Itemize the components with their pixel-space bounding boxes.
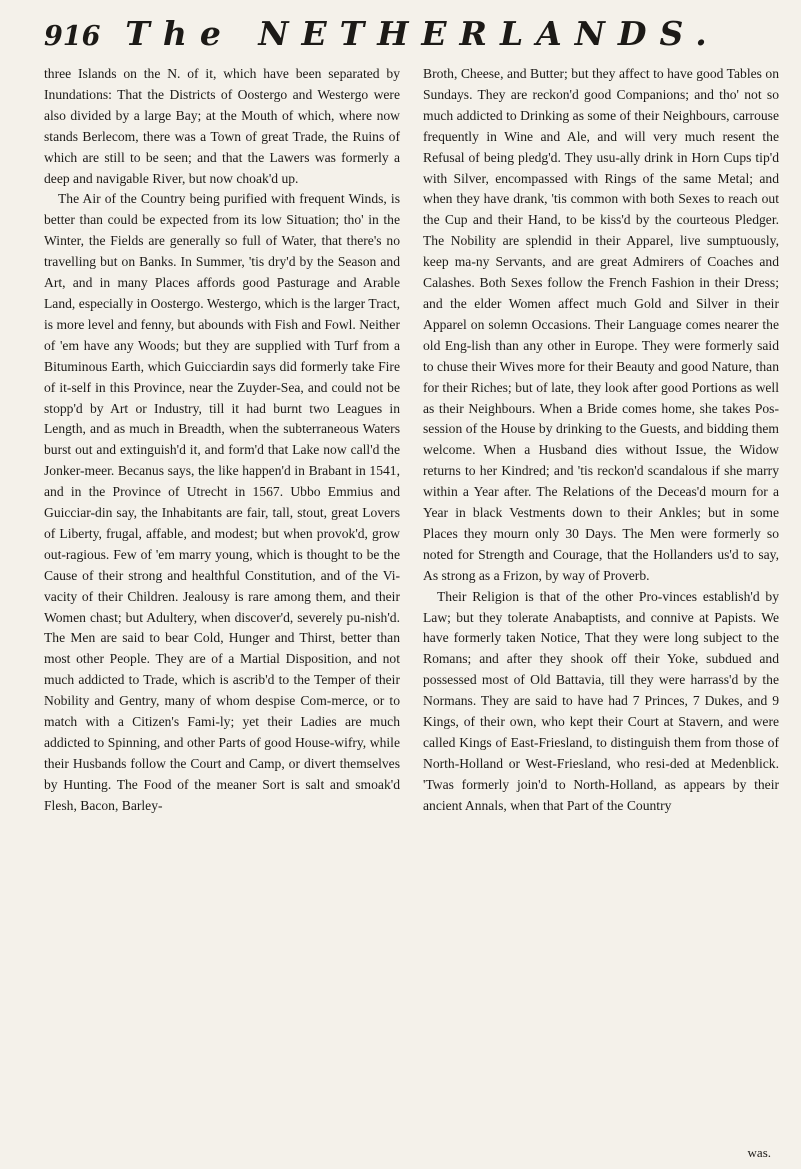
- left-column: [44, 64, 400, 817]
- right-paragraph-1: Broth, Cheese, and Butter; but they affect to have good Tables on Sundays. They are reckon'd good Companions; and tho' not so much addicted to Drinking as some of their Neighbours, carrouse frequently in Wine and Ale, and will very much resent the Refusal of being pledg'd. They usu-ally drink in Horn Cups tip'd with Silver, encompassed with Rings of the same Metal; and when they have drank, 'tis common with both Sexes to reach out the Cup and their Hand, to be kiss'd by the courteous Pledger. The Nobility are splendid in their Apparel, live sumptuously, keep ma-ny Servants, and are great Admirers of Coaches and Calashes. Both Sexes follow the French Fashion in their Dress; and the elder Women affect much Gold and Silver in their Apparel on solemn Occasions. Their Language comes nearer the old Eng-lish than any other in Europe. They were formerly said to chuse their Wives more for their Beauty and good Nature, than for their Riches; but of late, they look after good Portions as well as their Neighbours. When a Bride comes home, she takes Pos-session of the House by drinking to the Guests, and bidding them welcome. When a Husband dies without Issue, the Widow returns to her Kindred; and 'tis reckon'd scandalous if she marry within a Year after. The Relations of the Deceas'd mourn for a Year in black Vestments down to their Ankles; but in some Places they mourn only 30 Days. The Men were formerly so noted for Strength and Courage, that the Hollanders us'd to say, As strong as a Frizon, by way of Proverb.: [423, 66, 779, 583]
- left-paragraph-2: The Air of the Country being purified with frequent Winds, is better than could be expected from its low Situation; tho' in the Winter, the Fields are generally so full of Water, that there's no travelling but on Banks. In Summer, 'tis dry'd by the Season and Art, and in many Places affords good Pasturage and Arable Land, especially in Oostergo. Westergo, which is the larger Tract, is more level and fenny, but abounds with Fish and Fowl. Neither of 'em have any Woods; but they are supplied with Turf from a Bituminous Earth, which Guicciardin says did formerly take Fire of it-self in this Province, near the Zuyder-Sea, and could not be stopp'd by Art or Industry, till it had burnt two Leagues in Length, and as much in Breadth, when the subterraneous Waters burst out and extinguish'd it, and form'd that Lake now call'd the Jonker-meer. Becanus says, the like happen'd in Brabant in 1541, and in the Province of Utrecht in 1567. Ubbo Emmius and Guicciar-din say, the Inhabitants are fair, tall, stout, great Lovers of Liberty, frugal, affable, and modest; but when provok'd, grow out-ragious. Few of 'em marry young, which is thought to be the Cause of their strong and healthful Constitution, and of the Vi-vacity of their Children. Jealousy is rare among them, and their Women chast; but Adultery, when discover'd, severely pu-nish'd. The Men are said to bear Cold, Hunger and Thirst, better than most other People. They are of a Martial Disposition, and not much addicted to Trade, which is ascrib'd to the Temper of their Nobility and Gentry, many of whom despise Com-merce, or to match with a Citizen's Fami-ly; yet their Ladies are much addicted to Spinning, and other Parts of good House-wifry, while their Husbands follow the Court and Camp, or divert themselves by Hunting. The Food of the meaner Sort is salt and smoak'd Flesh, Bacon, Barley-: [44, 191, 400, 813]
- right-paragraph-2: Their Religion is that of the other Pro-vinces establish'd by Law; but they tolerate Anabaptists, and connive at Papists. We have formerly taken Notice, That they were long subject to the Romans; and after they shook off their Yoke, subdued and possessed most of Old Battavia, till they were harrass'd by the Normans. They are said to have had 7 Princes, 7 Dukes, and 9 Kings, of their own, who kept their Court at Stavern, and were called Kings of East-Friesland, to distinguish them from those of North-Holland or West-Friesland, who resi-ded at Medenblick. 'Twas formerly join'd to North-Holland, as appears by their ancient Annals, when that Part of the Country: [423, 588, 779, 813]
- page-header: [44, 14, 779, 60]
- left-paragraph-1: three Islands on the N. of it, which have been separated by Inundations: That the Districts of Oostergo and Westergo were also divided by a large Bay; at the Mouth of which, where now stands Berlecom, there was a Town of great Trade, the Ruins of which are still to be seen; and that the Lawers was formerly a deep and navigable River, but now choak'd up.: [44, 66, 400, 186]
- page-number: 916: [44, 21, 101, 52]
- running-head: The NETHERLANDS.: [125, 14, 720, 53]
- text-columns: [44, 64, 779, 817]
- catchword: was.: [747, 1145, 771, 1160]
- right-column: [423, 64, 779, 817]
